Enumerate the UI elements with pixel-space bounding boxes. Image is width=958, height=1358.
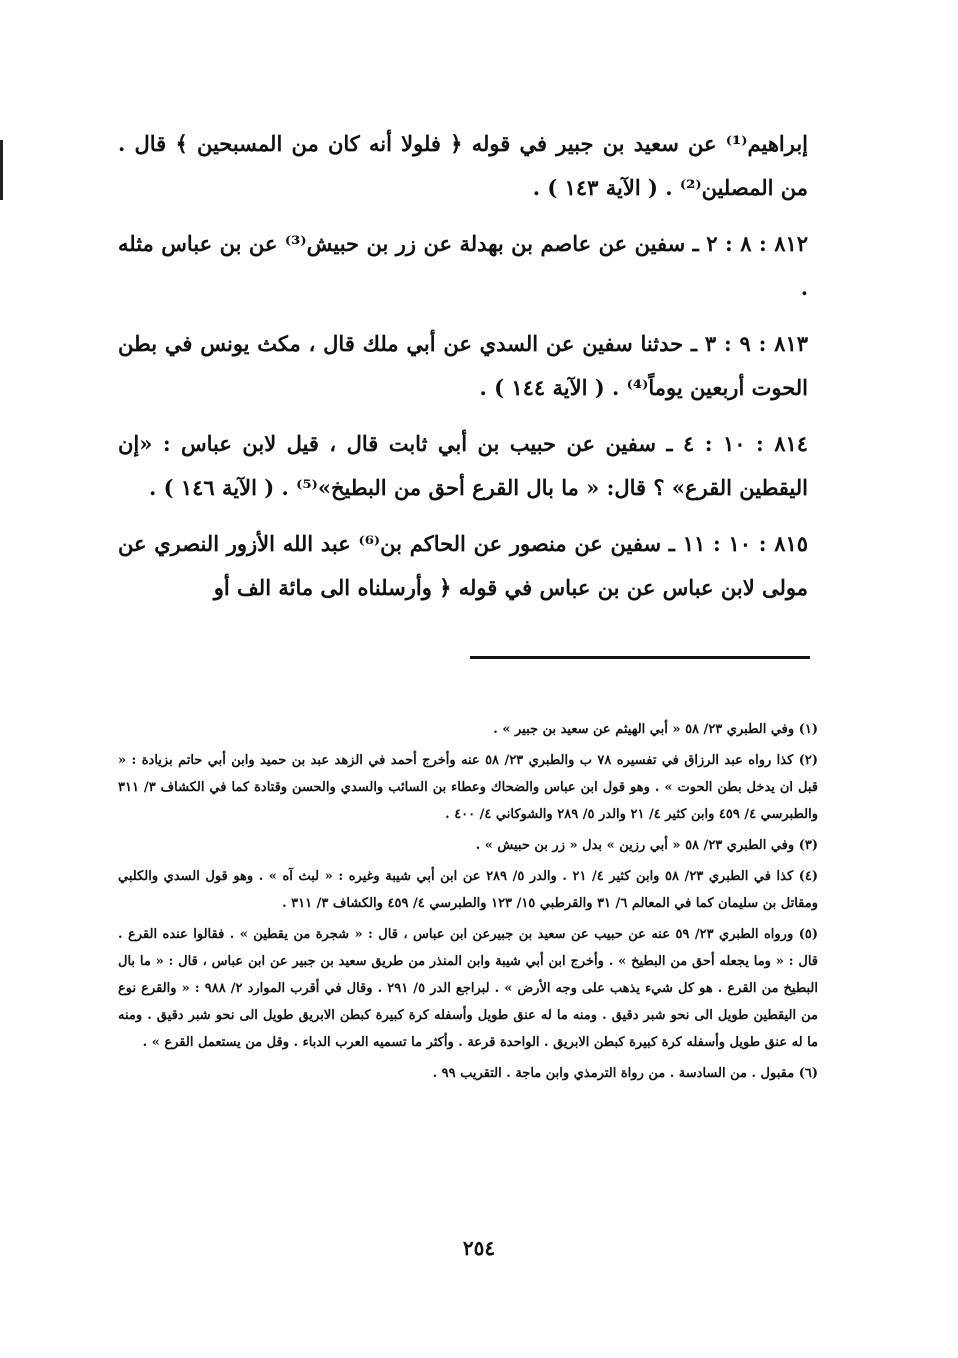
footnote-4: (٤) كذا في الطبري ٢٣/ ٥٨ وابن كثير ٤/ ٢١ . والدر ٥/ ٢٨٩ عن ابن أبي شيبة وغيره : « لبث آه » . وهو قول السدي والكلبي ومقاتل بن سليمان كما في المعالم ٦/ ٣١ والقرطبي ١٥/ ١٢٣ والطبرسي ٤/ ٤٥٩ والكشاف ٣/ ٣١١ . [118,869,818,911]
paragraph-815: ٨١٥ : ١٠ : ١١ ـ سفين عن منصور عن الحاكم بن⁽⁶⁾ عبد الله الأزور النصري عن مولى لابن عباس عن بن عباس في قوله ﴿ وأرسلناه الى مائة الف أو [118,531,809,600]
footnote-2: (٢) كذا رواه عبد الرزاق في تفسيره ٧٨ ب والطبري ٢٣/ ٥٨ عنه وأخرج أحمد في الزهد عبد بن حميد وابن أبي حاتم بزيادة : « قبل ان يدخل بطن الحوت » . وهو قول ابن عباس والضحاك وعطاء بن السائب والسدي والحسن وقتادة كما في الكشاف ٣/ ٣١١ والطبرسي ٤/ ٤٥٩ وابن كثير ٤/ ٢١ والدر ٥/ ٢٨٩ والشوكاني ٤/ ٤٠٠ . [118,753,818,822]
paragraph-813: ٨١٣ : ٩ : ٣ ـ حدثنا سفين عن السدي عن أبي ملك قال ، مكث يونس في بطن الحوت أربعين يوماً⁽⁴⁾ . ( الآية ١٤٤ ) . [118,331,809,400]
footnote-5: (٥) ورواه الطبري ٢٣/ ٥٩ عنه عن حبيب عن سعيد بن جبيرعن ابن عباس ، قال : « شجرة من يقطين » . فقالوا عنده القرع . قال : « وما يجعله أحق من البطيخ » . وأخرج ابن أبي شيبة وابن المنذر من طريق سعيد بن جبير عن ابن عباس ، قال : « ما بال البطيخ من القرع . هو كل شيء يذهب على وجه الأرض » . لبراجع الدر ٥/ ٢٩١ . وقال في أقرب الموارد ٢/ ٩٨٨ : « والقرع نوع من اليقطين طويل الى نحو شبر دقيق . ومنه ما له عنق طويل وأسفله كرة كبيرة كبطن الابريق طويل الى نحو شبر دقيق . ومنه ما له عنق طويل وأسفله كرة كبيرة كبطن الابريق . الواحدة قرعة . وأكثر ما تسميه العرب الدباء . وقل من يستعمل القرع » . [118,927,818,1050]
footnotes [118,716,818,1091]
footnote-1: (١) وفي الطبري ٢٣/ ٥٨ « أبي الهيثم عن سعيد بن جبير » . [493,722,818,737]
paragraph-814: ٨١٤ : ١٠ : ٤ ـ سفين عن حبيب بن أبي ثابت قال ، قيل لابن عباس : «إن اليقطين القرع» ؟ قال: « ما بال القرع أحق من البطيخ»⁽⁵⁾ . ( الآية ١٤٦ ) . [118,431,809,500]
footnote-3: (٣) وفي الطبري ٢٣/ ٥٨ « أبي رزين » بدل « زر بن حبيش » . [475,838,818,853]
paragraph-intro: إبراهيم⁽¹⁾ عن سعيد بن جبير في قوله ﴿ فلولا أنه كان من المسبحين ﴾ قال . من المصلين⁽²⁾ . ( الآية ١٤٣ ) . [118,131,808,200]
paragraph-812: ٨١٢ : ٨ : ٢ ـ سفين عن عاصم بن بهدلة عن زر بن حبيش⁽³⁾ عن بن عباس مثله . [118,231,809,300]
page-number: ٢٥٤ [462,1236,496,1260]
footnote-divider [470,656,810,659]
main-text [118,122,808,622]
scan-edge-mark [0,140,3,200]
footnote-6: (٦) مقبول . من السادسة . من رواة الترمذي وابن ماجة . التقريب ٩٩ . [432,1066,818,1081]
